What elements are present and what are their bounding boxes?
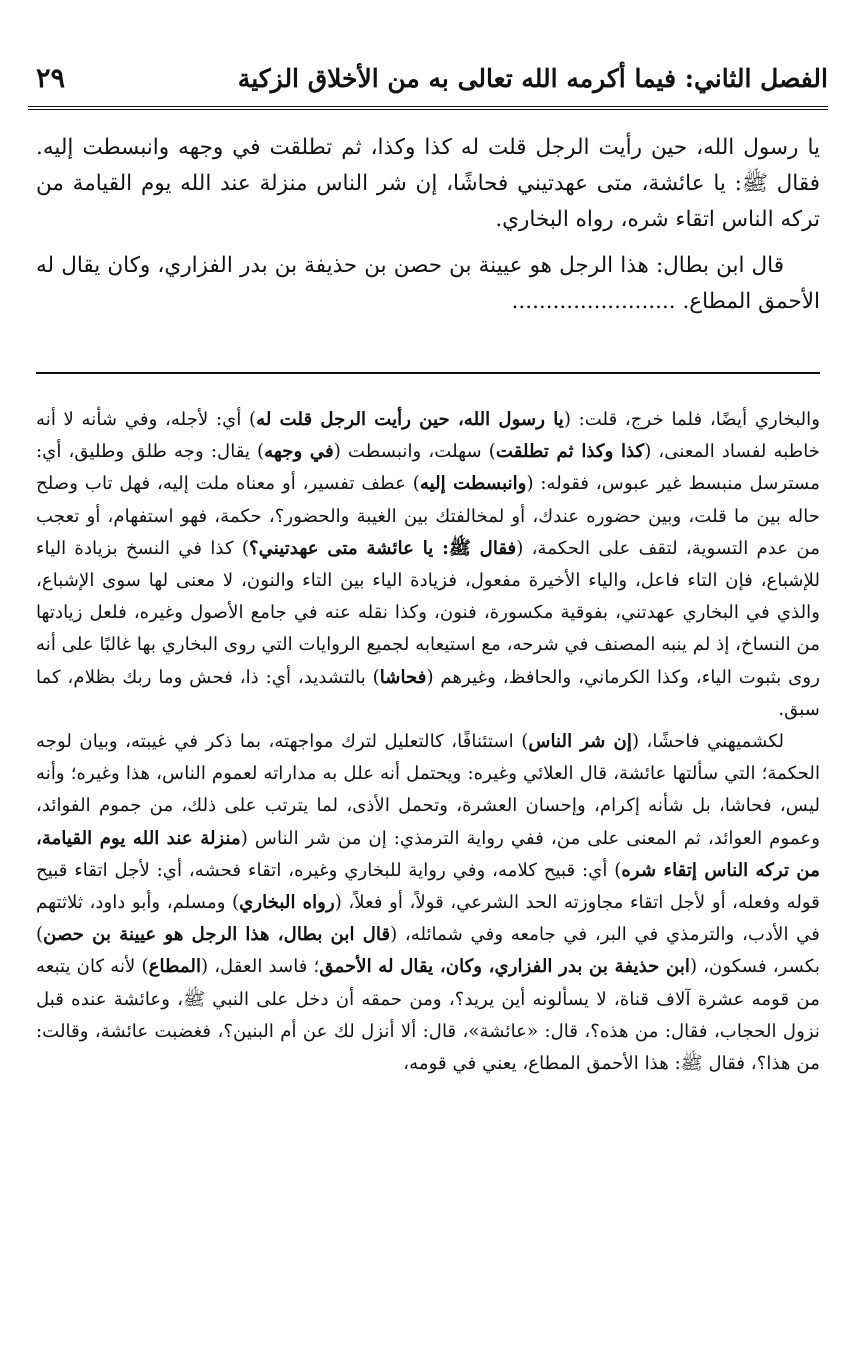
commentary-paragraph bbox=[36, 404, 820, 726]
quoted-matn-text: وانبسطت إليه bbox=[419, 473, 527, 495]
quoted-matn-text: فقال ﷺ: يا عائشة متى عهدتيني؟ bbox=[248, 537, 517, 559]
page-number: ٢٩ bbox=[36, 62, 66, 94]
commentary-text: ) كذا في النسخ بزيادة الياء للإشباع، فإن التاء فاعل، والياء الأخيرة مفعول، فزيادة الياء بين التاء والنون، لا معنى لها سوى الإشباع، والذي في البخاري عهدتني، بفوقية مكسورة، فنون، وكذا نقله عنه في جامع الأصول وغيره، فلعل زيادتها من النساخ، إذ لم ينبه المصنف في شرحه، مع استيعابه لجميع الروايات التي روى البخاري بها غالبًا على أنه روى بثبوت الياء، وكذا الكرماني، والحافظ، وغيرهم ( bbox=[36, 537, 820, 688]
page-header bbox=[28, 52, 828, 104]
quoted-matn-text: إن شر الناس bbox=[528, 731, 632, 753]
quoted-matn-text: يا رسول الله، حين رأيت الرجل قلت له bbox=[256, 409, 564, 430]
chapter-title: الفصل الثاني: فيما أكرمه الله تعالى به من الأخلاق الزكية bbox=[237, 63, 828, 93]
commentary-text: ) لأنه كان يتبعه من قومه عشرة آلاف قناة، لا يسألونه أين يريد؟، ومن حمقه أن دخل على النبي ﷺ، وعائشة عنده قبل نزول الحجاب، فقال: من هذه؟، قال: «عائشة»، قال: ألا أنزل لك عن أم البنين؟، فغضبت عائشة، وقالت: من هذا؟، فقال ﷺ: هذا الأحمق المطاع، يعني في قومه، bbox=[36, 956, 820, 1075]
commentary-text: ) سهلت، وانبسطت ( bbox=[333, 441, 496, 463]
commentary-text: ) يقال: وجه طلق وطليق، أي: مسترسل منبسط غير عبوس، فقوله: ( bbox=[36, 441, 820, 495]
main-paragraph bbox=[36, 248, 820, 320]
quoted-matn-text: رواه البخاري bbox=[239, 892, 335, 914]
commentary-text: ) استئنافًا، كالتعليل لترك مواجهته، بما ذكر في غيبته، وبيان لوجه الحكمة؛ التي سألتها عائشة، قال العلائي وغيره: ويحتمل أنه علل به مداراته لعموم الناس، هذا وغيره؛ وأنه ليس، فحاشا، بل شأنه إكرام، وإحسان العشرة، وتحمل الأذى، لما يترتب على ذلك، من جموم الفوائد، وعموم العوائد، ثم المعنى على من، ففي رواية الترمذي: إن من شر الناس ( bbox=[36, 731, 820, 849]
main-text bbox=[36, 130, 820, 330]
commentary-text: ) أي: لأجله، وفي شأنه لا أنه خاطبه لفساد المعنى، ( bbox=[36, 409, 820, 463]
quoted-matn-text: في وجهه bbox=[264, 441, 334, 463]
commentary-text: ) ومسلم، وأبو داود، ثلاثتهم في الأدب، والترمذي في البر، في جامعه وفي شمائله، ( bbox=[36, 892, 820, 946]
main-paragraph-text: قال ابن بطال: هذا الرجل هو عيينة بن حصن بن حذيفة بن بدر الفزاري، وكان يقال له الأحمق المطاع. bbox=[36, 253, 820, 314]
commentary-paragraph bbox=[36, 726, 820, 1080]
quoted-matn-text: المطاع bbox=[148, 956, 202, 978]
commentary bbox=[36, 404, 820, 1080]
commentary-text: ) أي: قبيح كلامه، وفي رواية للبخاري وغيره، اتقاء فحشه، أي: لأجل اتقاء قبيح قوله وفعله، أو لأجل اتقاء مجاوزته الحد الشرعي، قولاً، أو فعلاً، ( bbox=[36, 859, 820, 914]
quoted-matn-text: فحاشا bbox=[379, 666, 427, 688]
commentary-text: ) بكسر، فسكون، ( bbox=[36, 924, 820, 978]
commentary-text: والبخاري أيضًا، فلما خرج، قلت: ( bbox=[563, 409, 820, 430]
quoted-matn-text: منزلة عند الله يوم القيامة، من تركه الناس إتقاء شره bbox=[36, 827, 820, 881]
quoted-matn-text: ابن حذيفة بن بدر الفزاري، وكان، يقال له الأحمق bbox=[319, 956, 690, 978]
main-paragraph: يا رسول الله، حين رأيت الرجل قلت له كذا وكذا، ثم تطلقت في وجهه وانبسطت إليه. فقال ﷺ: يا عائشة، متى عهدتيني فحاشًا، إن شر الناس منزلة عند الله يوم القيامة من تركه الناس اتقاء شره، رواه البخاري. bbox=[36, 135, 820, 232]
ellipsis-dots: ........................ bbox=[511, 289, 676, 314]
commentary-text: ) بالتشديد، أي: ذا، فحش وما ربك بظلام، كما سبق. bbox=[36, 666, 820, 720]
commentary-text: ) عطف تفسير، أو معناه ملت إليه، فهل تاب وصلح حاله بين ما قلت، وبين حضوره عندك، أو لمخالفتك بين الغيبة والحضور؟، حكمة، فهو استفهام، أو تعجب من عدم التسوية، لتقف على الحكمة، ( bbox=[36, 473, 820, 559]
commentary-text: لكشميهني فاحشًا، ( bbox=[631, 731, 784, 753]
quoted-matn-text: كذا وكذا ثم تطلقت bbox=[495, 441, 645, 463]
commentary-text: ؛ فاسد العقل، ( bbox=[201, 956, 320, 978]
header-rule bbox=[28, 106, 828, 110]
quoted-matn-text: قال ابن بطال، هذا الرجل هو عيينة بن حصن bbox=[43, 924, 391, 946]
section-divider bbox=[36, 372, 820, 374]
